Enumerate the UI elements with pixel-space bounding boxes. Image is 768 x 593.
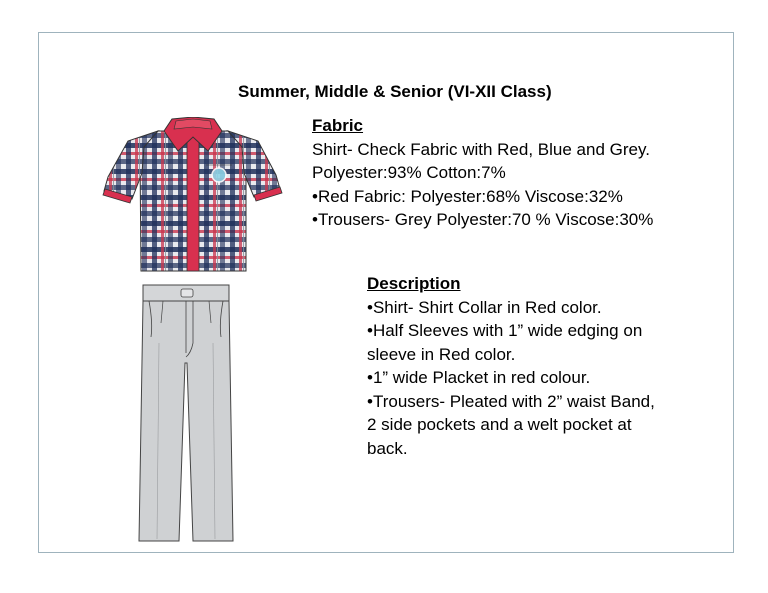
- fabric-line: Polyester:93% Cotton:7%: [312, 163, 506, 182]
- description-line: •1” wide Placket in red colour.: [367, 368, 591, 387]
- fabric-line: •Trousers- Grey Polyester:70 % Viscose:30%: [312, 210, 654, 229]
- fabric-line: •Red Fabric: Polyester:68% Viscose:32%: [312, 186, 623, 206]
- description-line: •Shirt- Shirt Collar in Red color.: [367, 297, 602, 317]
- description-heading: Description: [367, 274, 461, 293]
- description-line: •Half Sleeves with 1” wide edging on: [367, 321, 643, 340]
- trousers-illustration: [137, 283, 235, 545]
- shirt-illustration: [100, 117, 285, 275]
- description-section: [367, 272, 655, 460]
- description-line: back.: [367, 438, 408, 458]
- page-title: Summer, Middle & Senior (VI-XII Class): [238, 82, 552, 101]
- description-line: 2 side pockets and a welt pocket at: [367, 415, 632, 434]
- fabric-line: Shirt- Check Fabric with Red, Blue and Grey.: [312, 139, 650, 159]
- fabric-heading: Fabric: [312, 116, 364, 135]
- description-line: sleeve in Red color.: [367, 344, 516, 364]
- description-line: •Trousers- Pleated with 2” waist Band,: [367, 391, 655, 411]
- fabric-section: [312, 114, 653, 232]
